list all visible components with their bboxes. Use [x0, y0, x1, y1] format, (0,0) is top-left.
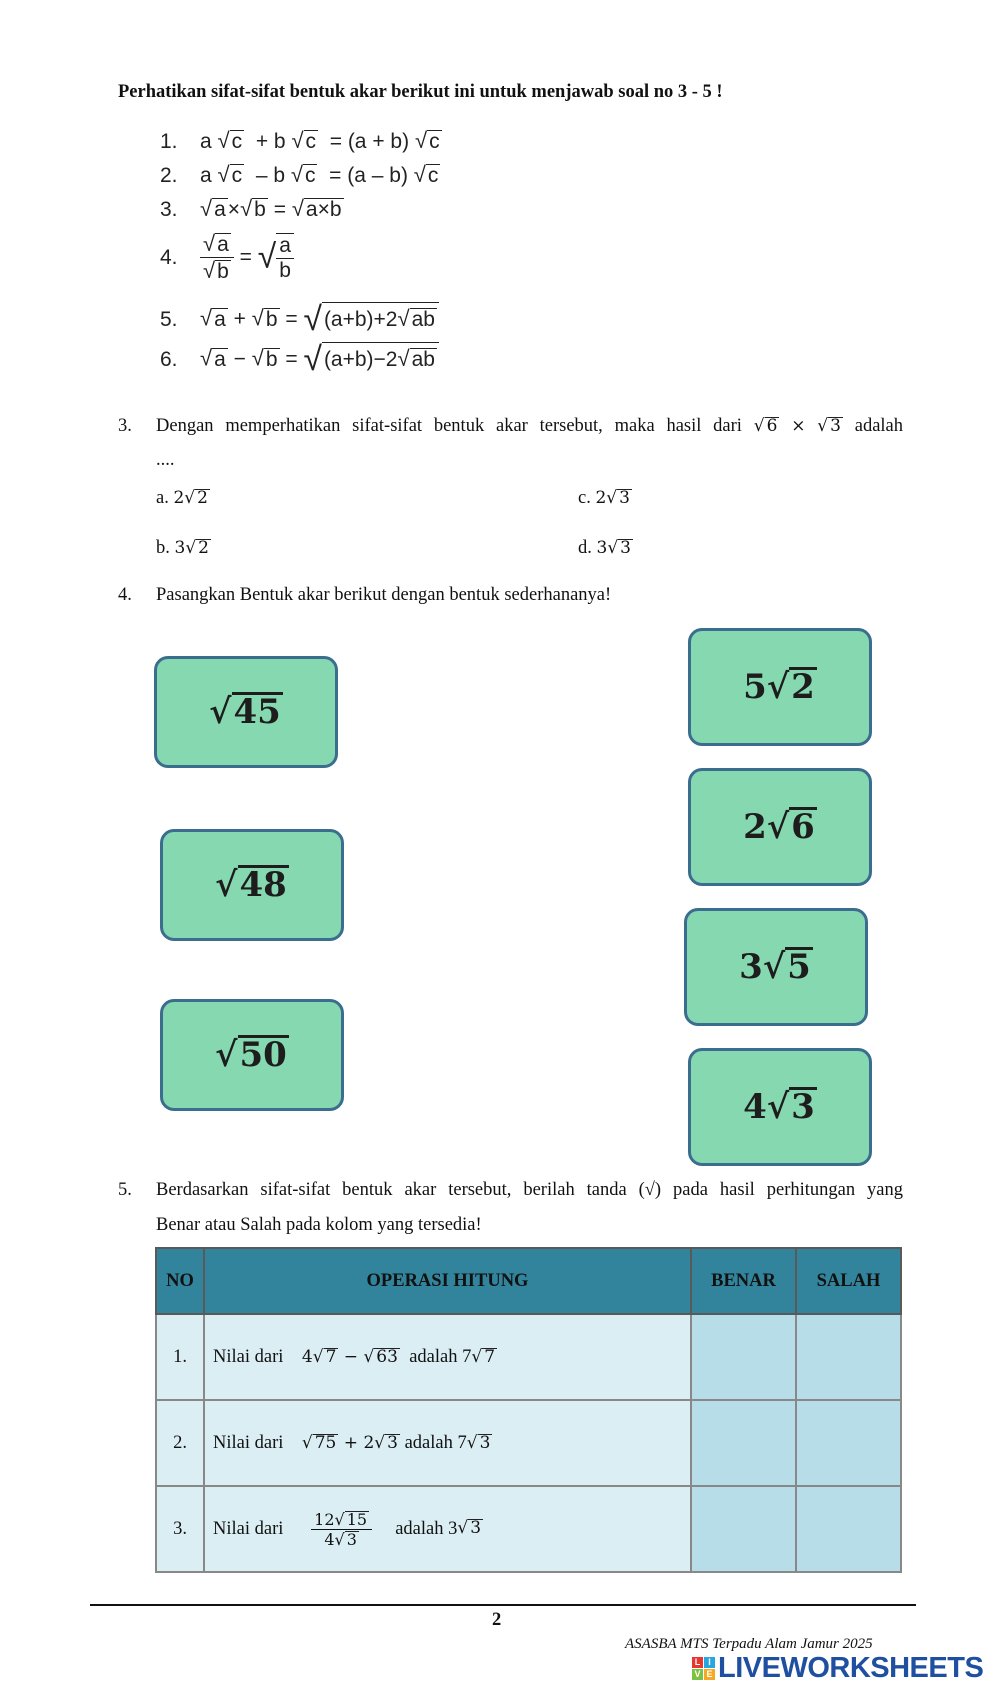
salah-checkbox-1[interactable]	[796, 1314, 901, 1400]
match-card-4-sqrt-3[interactable]: 4√3	[688, 1048, 872, 1166]
liveworksheets-logo	[692, 1652, 983, 1685]
question-text: Dengan memperhatikan sifat-sifat bentuk akar tersebut, maka hasil dari √ 6 × √ 3 adalah	[156, 416, 904, 436]
option-c[interactable]: c. 2√ 3	[578, 488, 630, 508]
logo-text: LIVEWORKSHEETS	[718, 1652, 984, 1684]
footer-rule	[90, 1604, 916, 1606]
question-dots: ....	[156, 450, 175, 470]
question-4	[118, 585, 612, 606]
footer-text: ASASBA MTS Terpadu Alam Jamur 2025	[625, 1636, 873, 1652]
row-operation: Nilai dari 4√ 7 − √ 63 adalah 7√ 7	[204, 1314, 691, 1400]
question-text: Pasangkan Bentuk akar berikut dengan bentuk sederhananya!	[156, 585, 612, 605]
question-number: 3.	[118, 416, 132, 436]
benar-checkbox-1[interactable]	[691, 1314, 796, 1400]
table-row	[156, 1314, 901, 1400]
match-card-sqrt-50[interactable]: √50	[160, 999, 344, 1111]
answer-table	[155, 1247, 902, 1573]
property-3: 3. √a×√b = √a×b	[160, 196, 342, 221]
header-benar: BENAR	[691, 1248, 796, 1314]
benar-checkbox-3[interactable]	[691, 1486, 796, 1572]
salah-checkbox-2[interactable]	[796, 1400, 901, 1486]
question-number: 4.	[118, 585, 132, 605]
row-number: 3.	[156, 1486, 204, 1572]
match-card-3-sqrt-5[interactable]: 3√5	[684, 908, 868, 1026]
property-5: 5. √a + √b = √(a+b)+2√ab	[160, 301, 439, 339]
row-number: 2.	[156, 1400, 204, 1486]
row-operation: Nilai dari √ 75 + 2√ 3 adalah 7√ 3	[204, 1400, 691, 1486]
match-card-5-sqrt-2[interactable]: 5√2	[688, 628, 872, 746]
match-card-sqrt-48[interactable]: √48	[160, 829, 344, 941]
match-card-sqrt-45[interactable]: √45	[154, 656, 338, 768]
option-d[interactable]: d. 3√ 3	[578, 538, 631, 558]
match-card-2-sqrt-6[interactable]: 2√6	[688, 768, 872, 886]
table-header-row	[156, 1248, 901, 1314]
logo-tile: V	[692, 1669, 703, 1680]
benar-checkbox-2[interactable]	[691, 1400, 796, 1486]
question-number: 5.	[118, 1180, 132, 1200]
option-a[interactable]: a. 2√ 2	[156, 488, 208, 508]
row-operation: Nilai dari $\frac{12√ 15}{4√ 3}$ adalah 3√ 3	[204, 1486, 691, 1572]
question-text-line-2: Benar atau Salah pada kolom yang tersedia!	[156, 1215, 482, 1235]
property-1: 1. a √c + b √c = (a + b) √c	[160, 128, 440, 153]
property-4: 4. $\frac{√a}{√b}$ = √ $\frac{a}{b}$	[160, 231, 294, 284]
logo-grid-icon	[692, 1657, 715, 1680]
question-text-line-1: Berdasarkan sifat-sifat bentuk akar tersebut, berilah tanda (√) pada hasil perhitungan yang	[156, 1180, 903, 1200]
logo-tile: L	[692, 1657, 703, 1668]
header-operation: OPERASI HITUNG	[204, 1248, 691, 1314]
instruction-heading: Perhatikan sifat-sifat bentuk akar berikut ini untuk menjawab soal no 3 - 5 !	[118, 82, 723, 102]
row-number: 1.	[156, 1314, 204, 1400]
property-6: 6. √a − √b = √(a+b)−2√ab	[160, 341, 439, 379]
header-no: NO	[156, 1248, 204, 1314]
logo-tile: E	[704, 1669, 715, 1680]
salah-checkbox-3[interactable]	[796, 1486, 901, 1572]
page-number: 2	[492, 1610, 502, 1630]
property-2: 2. a √c – b √c = (a – b) √c	[160, 162, 439, 187]
logo-tile: I	[704, 1657, 715, 1668]
table-row	[156, 1486, 901, 1572]
option-b[interactable]: b. 3√ 2	[156, 538, 209, 558]
header-salah: SALAH	[796, 1248, 901, 1314]
table-row	[156, 1400, 901, 1486]
